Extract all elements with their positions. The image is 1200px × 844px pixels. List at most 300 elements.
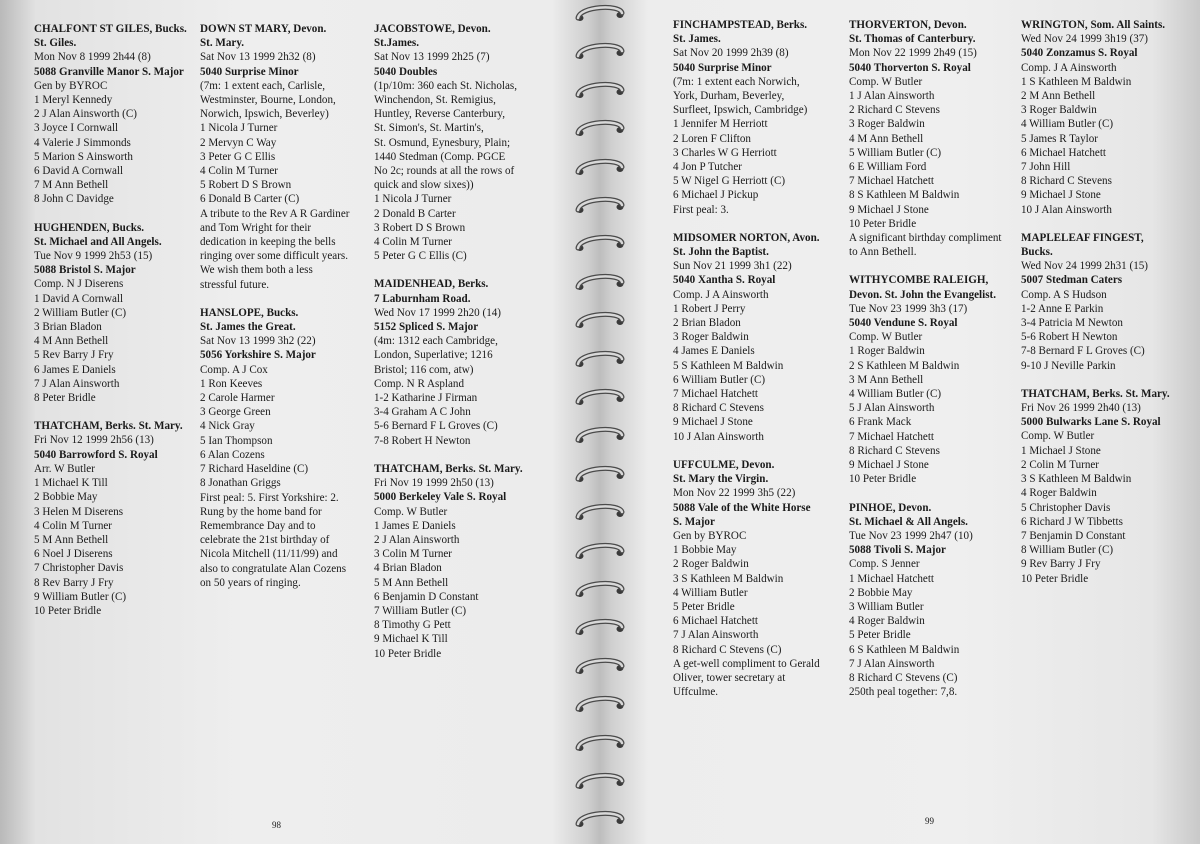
spiral-ring (572, 158, 628, 178)
peal-line: 6 S Kathleen M Baldwin (849, 643, 960, 656)
peal-line: 4 Jon P Tutcher (673, 161, 742, 174)
peal-method: 5056 Yorkshire S. Major (200, 349, 316, 362)
peal-line: 5-6 Bernard F L Groves (C) (374, 420, 498, 433)
peal-heading: St. James. (673, 33, 721, 46)
peal-line: 2 Brian Bladon (673, 317, 741, 330)
peal-line: Rung by the home band for (200, 505, 322, 518)
peal-line: Comp. W Butler (1021, 430, 1095, 443)
peal-line: 6 James E Daniels (34, 363, 116, 376)
peal-line: 2 M Ann Bethell (1021, 90, 1096, 103)
peal-line: 6 William Butler (C) (673, 373, 766, 386)
peal-line: 4 Valerie J Simmonds (34, 136, 131, 149)
peal-line: 7 J Alan Ainsworth (34, 377, 120, 390)
peal-method: 5040 Barrowford S. Royal (34, 448, 158, 461)
peal-method: 5040 Thorverton S. Royal (849, 61, 971, 74)
peal-heading: St. Thomas of Canterbury. (849, 33, 976, 46)
peal-method: 5007 Stedman Caters (1021, 274, 1123, 287)
peal-line: 7-8 Robert H Newton (374, 434, 471, 447)
peal-line: 5-6 Robert H Newton (1021, 331, 1118, 344)
peal-line: 8 Rev Barry J Fry (34, 576, 114, 589)
peal-line: Gen by BYROC (673, 529, 747, 542)
peal-line: 5 William Butler (C) (849, 146, 942, 159)
peal-line: on 50 years of ringing. (200, 576, 301, 589)
spiral-ring (572, 4, 628, 24)
peal-line: 8 Peter Bridle (34, 392, 96, 405)
peal-entry (374, 22, 546, 263)
peal-line: Fri Nov 12 1999 2h56 (13) (34, 434, 154, 447)
peal-heading: St. Michael & All Angels. (849, 515, 968, 528)
spiral-ring (572, 695, 628, 715)
spiral-ring (572, 234, 628, 254)
peal-heading: St.James. (374, 37, 419, 50)
peal-line: Sat Nov 13 1999 3h2 (22) (200, 335, 316, 348)
peal-line: 2 Bobbie May (849, 586, 913, 599)
peal-line: 6 Benjamin D Constant (374, 590, 479, 603)
peal-heading: THATCHAM, Berks. St. Mary. (1021, 387, 1170, 400)
peal-line: 10 Peter Bridle (849, 473, 917, 486)
peal-heading: WITHYCOMBE RALEIGH, (849, 274, 989, 287)
peal-line: 8 William Butler (C) (1021, 544, 1114, 557)
peal-heading: St. Michael and All Angels. (34, 235, 162, 248)
peal-line: No 2c; rounds at all the rows of (374, 165, 515, 178)
peal-entry (673, 231, 845, 444)
peal-line: 5 M Ann Bethell (374, 576, 449, 589)
peal-line: Comp. A S Hudson (1021, 288, 1107, 301)
spiral-ring (572, 42, 628, 62)
peal-line: to Ann Bethell. (849, 246, 917, 259)
peal-line: 2 William Butler (C) (34, 306, 127, 319)
peal-line: 2 Richard C Stevens (849, 104, 940, 117)
spiral-ring (572, 350, 628, 370)
peal-heading: THORVERTON, Devon. (849, 19, 967, 31)
peal-heading: St. John the Baptist. (673, 246, 769, 259)
spiral-ring (572, 465, 628, 485)
peal-line: 10 Peter Bridle (374, 647, 442, 660)
peal-line: 7 Benjamin D Constant (1021, 529, 1126, 542)
peal-line: 2 Colin M Turner (1021, 458, 1099, 471)
peal-line: (7m: 1 extent each, Carlisle, (200, 79, 326, 92)
spiral-ring (572, 772, 628, 792)
peal-entry (849, 501, 1021, 700)
left-column-3 (374, 22, 546, 675)
spiral-ring (572, 542, 628, 562)
peal-line: 3 S Kathleen M Baldwin (673, 572, 784, 585)
peal-heading: CHALFONT ST GILES, Bucks. (34, 23, 187, 35)
peal-line: Comp. W Butler (849, 75, 923, 88)
peal-line: 4 William Butler (C) (1021, 118, 1114, 131)
peal-line: A significant birthday compliment (849, 232, 1002, 245)
peal-heading: THATCHAM, Berks. St. Mary. (34, 420, 183, 433)
peal-line: 1-2 Katharine J Firman (374, 392, 478, 405)
spiral-ring (572, 388, 628, 408)
peal-method: 5152 Spliced S. Major (374, 321, 479, 334)
peal-line: 5 Ian Thompson (200, 434, 273, 447)
peal-line: Norwich, Ipswich, Beverley) (200, 108, 329, 121)
peal-line: Comp. J A Ainsworth (673, 288, 769, 301)
peal-line: 5 W Nigel G Herriott (C) (673, 175, 786, 188)
peal-line: 6 Noel J Diserens (34, 548, 113, 561)
peal-line: 4 Colin M Turner (34, 519, 112, 532)
peal-line: 1 James E Daniels (374, 519, 456, 532)
peal-line: First peal: 3. (673, 203, 729, 216)
peal-heading: Bucks. (1021, 246, 1053, 259)
peal-line: Tue Nov 23 1999 2h47 (10) (849, 529, 973, 542)
peal-line: 4 Roger Baldwin (849, 615, 925, 628)
peal-line: 7 J Alan Ainsworth (673, 629, 759, 642)
left-column-2 (200, 22, 372, 604)
peal-line: A get-well compliment to Gerald (673, 657, 820, 670)
peal-line: 5 Peter Bridle (849, 629, 911, 642)
spiral-ring (572, 311, 628, 331)
peal-line: 2 Mervyn C Way (200, 136, 277, 149)
peal-line: 1 Michael Hatchett (849, 572, 935, 585)
peal-line: 5 M Ann Bethell (34, 533, 109, 546)
spiral-ring (572, 426, 628, 446)
peal-line: Sat Nov 13 1999 2h25 (7) (374, 51, 490, 64)
peal-line: 6 E William Ford (849, 161, 927, 174)
peal-line: 1 J Alan Ainsworth (849, 90, 935, 103)
peal-line: 8 Richard C Stevens (1021, 175, 1112, 188)
peal-line: 8 Jonathan Griggs (200, 477, 281, 490)
peal-heading: MIDSOMER NORTON, Avon. (673, 231, 820, 244)
peal-method: 5040 Zonzamus S. Royal (1021, 47, 1138, 60)
peal-heading: DOWN ST MARY, Devon. (200, 23, 327, 35)
peal-line: 8 Richard C Stevens (C) (849, 671, 958, 684)
peal-line: 9 Michael K Till (374, 633, 448, 646)
peal-line: 4 William Butler (C) (849, 388, 942, 401)
peal-line: Surfleet, Ipswich, Cambridge) (673, 104, 808, 117)
peal-line: 9 Rev Barry J Fry (1021, 558, 1101, 571)
peal-line: 3 Peter G C Ellis (200, 150, 276, 163)
peal-method: 5088 Tivoli S. Major (849, 544, 946, 557)
peal-line: 8 Richard C Stevens (C) (673, 643, 782, 656)
peal-line: Bristol; 116 com, atw) (374, 363, 474, 376)
peal-line: 2 Roger Baldwin (673, 558, 749, 571)
peal-line: 7 John Hill (1021, 161, 1071, 174)
peal-line: 3 S Kathleen M Baldwin (1021, 473, 1132, 486)
peal-line: 2 J Alan Ainsworth (C) (34, 108, 137, 121)
peal-line: 5 James R Taylor (1021, 132, 1098, 145)
peal-line: Gen by BYROC (34, 79, 108, 92)
peal-method: 5088 Granville Manor S. Major (34, 65, 184, 78)
peal-entry (34, 22, 206, 207)
right-column-1 (673, 18, 845, 713)
peal-line: Wed Nov 24 1999 2h31 (15) (1021, 260, 1148, 273)
peal-line: 1-2 Anne E Parkin (1021, 302, 1104, 315)
peal-line: Comp. N R Aspland (374, 377, 464, 390)
peal-line: also to congratulate Alan Cozens (200, 562, 347, 575)
peal-line: 4 Roger Baldwin (1021, 487, 1097, 500)
peal-line: 5 S Kathleen M Baldwin (673, 359, 784, 372)
right-column-3 (1021, 18, 1193, 600)
peal-method: 5088 Bristol S. Major (34, 264, 136, 277)
peal-entry (200, 22, 372, 292)
peal-line: First peal: 5. First Yorkshire: 2. (200, 491, 339, 504)
peal-line: 3 George Green (200, 406, 271, 419)
peal-line: A tribute to the Rev A R Gardiner (200, 207, 350, 220)
peal-line: 10 J Alan Ainsworth (1021, 203, 1112, 216)
peal-line: 8 John C Davidge (34, 193, 114, 206)
peal-line: 4 Nick Gray (200, 420, 255, 433)
peal-heading: UFFCULME, Devon. (673, 458, 775, 471)
peal-line: 8 Timothy G Pett (374, 619, 451, 632)
peal-line: 9 Michael J Stone (849, 203, 929, 216)
peal-method: 5000 Berkeley Vale S. Royal (374, 491, 507, 504)
peal-line: Mon Nov 22 1999 3h5 (22) (673, 487, 796, 500)
peal-line: 5 Robert D S Brown (200, 179, 292, 192)
peal-line: Sun Nov 21 1999 3h1 (22) (673, 260, 792, 273)
right-page (615, 0, 1200, 844)
peal-heading: St. Giles. (34, 37, 77, 50)
peal-line: Comp. W Butler (374, 505, 448, 518)
left-page (0, 0, 585, 844)
peal-line: 8 Richard C Stevens (849, 444, 940, 457)
peal-line: 6 Michael Hatchett (1021, 146, 1107, 159)
peal-line: 7 Richard Haseldine (C) (200, 463, 309, 476)
left-column-1 (34, 22, 206, 632)
peal-entry (673, 458, 845, 699)
peal-line: 1440 Stedman (Comp. PGCE (374, 150, 506, 163)
peal-line: 4 William Butler (673, 586, 748, 599)
peal-heading: Devon. St. John the Evangelist. (849, 288, 997, 301)
peal-line: 1 Nicola J Turner (374, 193, 452, 206)
spiral-ring (572, 810, 628, 830)
peal-line: 5 Rev Barry J Fry (34, 349, 114, 362)
page-number: 99 (925, 816, 934, 826)
peal-line: Wed Nov 24 1999 3h19 (37) (1021, 33, 1148, 46)
peal-line: Uffculme. (673, 686, 719, 699)
spiral-binding (572, 0, 632, 844)
peal-line: 1 Michael J Stone (1021, 444, 1101, 457)
peal-entry (1021, 231, 1193, 373)
spiral-ring (572, 734, 628, 754)
peal-line: 9 Michael J Stone (673, 416, 753, 429)
spiral-ring (572, 618, 628, 638)
peal-line: 1 David A Cornwall (34, 292, 124, 305)
peal-line: celebrate the 21st birthday of (200, 534, 330, 547)
peal-line: 6 Donald B Carter (C) (200, 193, 300, 206)
peal-line: 5 J Alan Ainsworth (849, 402, 935, 415)
peal-line: 3 Joyce I Cornwall (34, 122, 119, 135)
spiral-ring (572, 273, 628, 293)
peal-line: 7 Michael Hatchett (849, 430, 935, 443)
peal-line: 2 Loren F Clifton (673, 132, 751, 145)
peal-line: 1 Jennifer M Herriott (673, 118, 768, 131)
peal-line: Comp. J A Ainsworth (1021, 61, 1117, 74)
peal-line: 4 M Ann Bethell (849, 132, 924, 145)
peal-line: Comp. W Butler (849, 331, 923, 344)
peal-heading: HANSLOPE, Bucks. (200, 306, 299, 319)
peal-line: 10 Peter Bridle (34, 604, 102, 617)
spiral-ring (572, 119, 628, 139)
peal-line: quick and slow sixes)) (374, 179, 474, 192)
peal-line: 9-10 J Neville Parkin (1021, 359, 1116, 372)
peal-line: 250th peal together: 7,8. (849, 686, 958, 699)
peal-line: dedication in keeping the bells (200, 236, 336, 249)
peal-line: 3 Colin M Turner (374, 548, 452, 561)
peal-line: 6 David A Cornwall (34, 165, 124, 178)
peal-heading: JACOBSTOWE, Devon. (374, 23, 491, 35)
peal-entry (849, 273, 1021, 486)
peal-line: 3 Charles W G Herriott (673, 146, 777, 159)
peal-line: St. Simon's, St. Martin's, (374, 122, 484, 135)
spiral-ring (572, 196, 628, 216)
peal-line: York, Durham, Beverley, (673, 90, 785, 103)
peal-line: Mon Nov 22 1999 2h49 (15) (849, 47, 977, 60)
peal-line: 6 Frank Mack (849, 416, 912, 429)
peal-line: (1p/10m: 360 each St. Nicholas, (374, 79, 517, 92)
peal-line: 7 J Alan Ainsworth (849, 657, 935, 670)
peal-line: Comp. N J Diserens (34, 278, 124, 291)
peal-line: 3 Roger Baldwin (1021, 104, 1097, 117)
peal-line: 3 Roger Baldwin (849, 118, 925, 131)
peal-line: 1 Robert J Perry (673, 302, 746, 315)
peal-heading: HUGHENDEN, Bucks. (34, 221, 145, 234)
peal-line: 7 Michael Hatchett (673, 388, 759, 401)
peal-line: 10 Peter Bridle (849, 217, 917, 230)
peal-line: 5 Peter Bridle (673, 600, 735, 613)
peal-heading: FINCHAMPSTEAD, Berks. (673, 19, 808, 31)
right-column-2 (849, 18, 1021, 713)
peal-line: Comp. S Jenner (849, 558, 920, 571)
peal-line: 1 Meryl Kennedy (34, 94, 113, 107)
peal-line: We wish them both a less (200, 264, 313, 277)
peal-heading: PINHOE, Devon. (849, 501, 932, 514)
peal-line: 7 M Ann Bethell (34, 179, 109, 192)
peal-line: Wed Nov 17 1999 2h20 (14) (374, 306, 501, 319)
peal-line: London, Superlative; 1216 (374, 349, 493, 362)
peal-line: Mon Nov 8 1999 2h44 (8) (34, 51, 151, 64)
peal-line: 2 Donald B Carter (374, 207, 456, 220)
peal-line: 7 William Butler (C) (374, 604, 467, 617)
peal-line: 6 Richard J W Tibbetts (1021, 515, 1123, 528)
peal-line: 3 Brian Bladon (34, 321, 102, 334)
peal-line: 3 Robert D S Brown (374, 221, 466, 234)
peal-line: Comp. A J Cox (200, 363, 268, 376)
peal-entry (374, 277, 546, 447)
peal-line: Westminster, Bourne, London, (200, 94, 336, 107)
peal-line: Fri Nov 26 1999 2h40 (13) (1021, 402, 1141, 415)
peal-line: Winchendon, St. Remigius, (374, 94, 496, 107)
peal-line: 1 S Kathleen M Baldwin (1021, 75, 1132, 88)
peal-line: 2 Carole Harmer (200, 392, 275, 405)
peal-line: ringing over some difficult years. (200, 250, 348, 263)
peal-line: Nicola Mitchell (11/11/99) and (200, 548, 338, 561)
peal-line: 7 Michael Hatchett (849, 175, 935, 188)
peal-line: 8 Richard C Stevens (673, 402, 764, 415)
peal-method: 5000 Bulwarks Lane S. Royal (1021, 416, 1161, 429)
peal-line: Remembrance Day and to (200, 519, 316, 532)
peal-line: 3 Roger Baldwin (673, 331, 749, 344)
peal-line: 4 Colin M Turner (200, 165, 278, 178)
peal-line: 5 Peter G C Ellis (C) (374, 250, 467, 263)
peal-heading: St. Mary the Virgin. (673, 473, 769, 486)
peal-method: 5040 Doubles (374, 65, 438, 78)
peal-method: 5040 Xantha S. Royal (673, 274, 776, 287)
peal-line: 3 M Ann Bethell (849, 373, 924, 386)
peal-line: 9 Michael J Stone (1021, 189, 1101, 202)
peal-line: 1 Michael K Till (34, 477, 108, 490)
spiral-ring (572, 657, 628, 677)
peal-entry (34, 221, 206, 406)
peal-method: 5040 Vendune S. Royal (849, 317, 958, 330)
peal-entry (673, 18, 845, 217)
peal-entry (849, 18, 1021, 259)
peal-heading: MAIDENHEAD, Berks. (374, 278, 489, 291)
peal-line: St. Osmund, Eynesbury, Plain; (374, 136, 511, 149)
peal-entry (1021, 18, 1193, 217)
peal-line: 8 S Kathleen M Baldwin (849, 189, 960, 202)
peal-line: 10 Peter Bridle (1021, 572, 1089, 585)
peal-line: and Tom Wright for their (200, 221, 312, 234)
peal-line: 2 J Alan Ainsworth (374, 533, 460, 546)
peal-heading: THATCHAM, Berks. St. Mary. (374, 462, 523, 475)
page-number: 98 (272, 820, 281, 830)
peal-entry (34, 419, 206, 618)
peal-line: Sat Nov 20 1999 2h39 (8) (673, 47, 789, 60)
peal-line: 4 Colin M Turner (374, 236, 452, 249)
spiral-ring (572, 580, 628, 600)
peal-line: 1 Bobbie May (673, 544, 737, 557)
peal-line: 6 Michael Hatchett (673, 615, 759, 628)
peal-line: 7 Christopher Davis (34, 562, 124, 575)
peal-line: 6 Alan Cozens (200, 448, 265, 461)
peal-heading: St. Mary. (200, 37, 245, 50)
peal-entry (374, 462, 546, 661)
peal-line: 5 Marion S Ainsworth (34, 150, 133, 163)
peal-line: 7-8 Bernard F L Groves (C) (1021, 345, 1145, 358)
peal-line: (7m: 1 extent each Norwich, (673, 75, 800, 88)
peal-heading: 7 Laburnham Road. (374, 292, 471, 305)
peal-method: 5088 Vale of the White Horse (673, 501, 811, 514)
peal-line: 2 Bobbie May (34, 491, 98, 504)
peal-line: 10 J Alan Ainsworth (673, 430, 764, 443)
peal-line: 3-4 Graham A C John (374, 406, 471, 419)
peal-line: stressful future. (200, 278, 270, 291)
peal-heading: St. James the Great. (200, 321, 296, 334)
peal-line: 1 Ron Keeves (200, 377, 263, 390)
peal-line: 4 M Ann Bethell (34, 335, 109, 348)
peal-line: 3 William Butler (849, 600, 924, 613)
peal-line: 3-4 Patricia M Newton (1021, 317, 1123, 330)
spiral-ring (572, 503, 628, 523)
peal-line: 1 Roger Baldwin (849, 345, 925, 358)
peal-line: 5 Christopher Davis (1021, 501, 1111, 514)
peal-line: (4m: 1312 each Cambridge, (374, 335, 498, 348)
peal-line: Sat Nov 13 1999 2h32 (8) (200, 51, 316, 64)
peal-line: 4 James E Daniels (673, 345, 755, 358)
peal-entry (1021, 387, 1193, 586)
peal-line: Fri Nov 19 1999 2h50 (13) (374, 477, 494, 490)
peal-line: Arr. W Butler (34, 462, 95, 475)
peal-line: Oliver, tower secretary at (673, 671, 786, 684)
peal-line: 1 Nicola J Turner (200, 122, 278, 135)
peal-line: 9 Michael J Stone (849, 459, 929, 472)
peal-line: 4 Brian Bladon (374, 562, 442, 575)
peal-line: Huntley, Reverse Canterbury, (374, 108, 506, 121)
peal-line: Tue Nov 23 1999 3h3 (17) (849, 302, 968, 315)
peal-method: S. Major (673, 515, 715, 528)
peal-method: 5040 Surprise Minor (200, 65, 299, 78)
spiral-ring (572, 81, 628, 101)
peal-line: 2 S Kathleen M Baldwin (849, 359, 960, 372)
peal-heading: MAPLELEAF FINGEST, (1021, 231, 1144, 244)
peal-heading: WRINGTON, Som. All Saints. (1021, 19, 1166, 31)
peal-line: 9 William Butler (C) (34, 590, 127, 603)
peal-entry (200, 306, 372, 590)
peal-method: 5040 Surprise Minor (673, 61, 772, 74)
peal-line: 6 Michael J Pickup (673, 189, 759, 202)
